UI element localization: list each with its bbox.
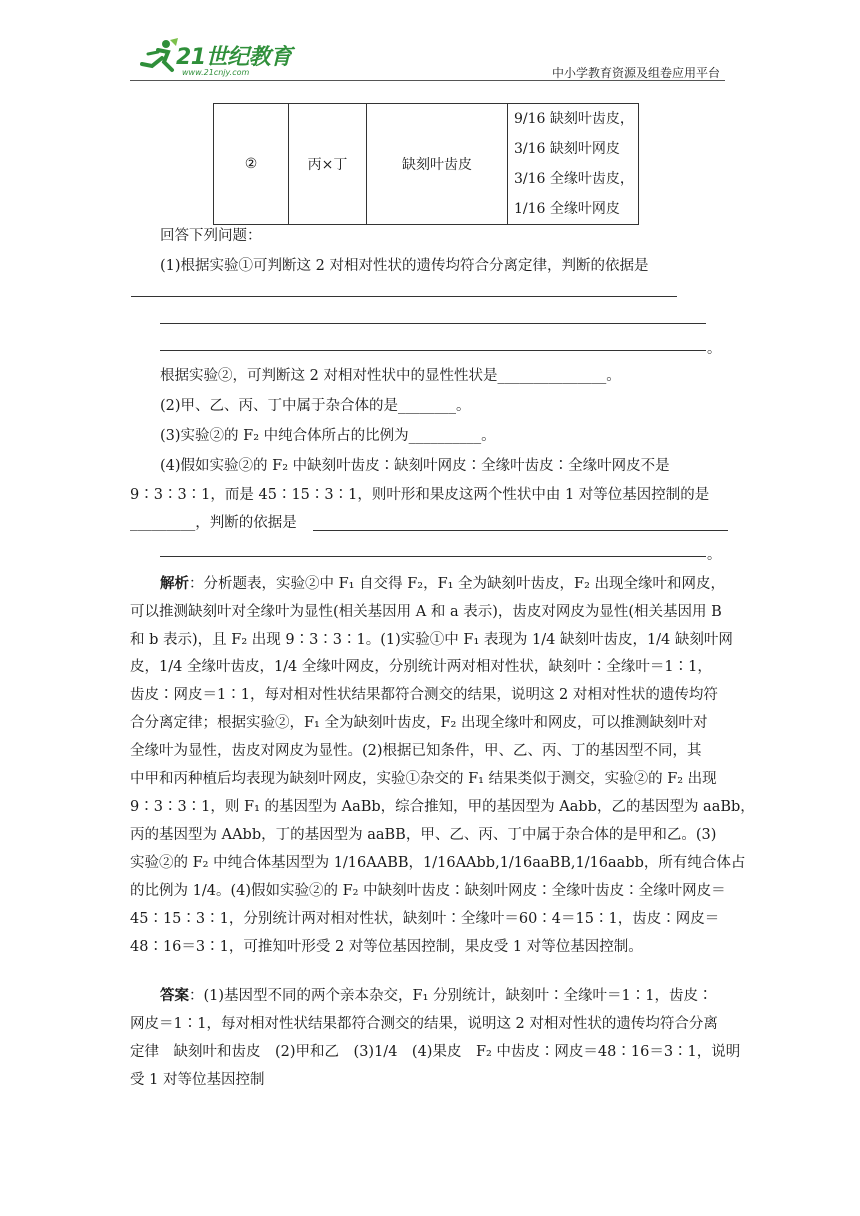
answer-line: 受 1 对等位基因控制 <box>130 1072 265 1088</box>
experiment-table <box>213 103 639 225</box>
answer-blank <box>160 350 706 351</box>
question-1b: 根据实验②，可判断这 2 对相对性状中的显性性状是_______________。 <box>160 368 621 384</box>
f2-outcome: 1/16 全缘叶网皮 <box>514 201 620 217</box>
analysis-line: 48∶16＝3∶1，可推知叶形受 2 对等位基因控制，果皮受 1 对等位基因控制。 <box>130 939 643 955</box>
question-3: (3)实验②的 F₂ 中纯合体所占的比例为__________。 <box>160 428 496 444</box>
table-cell-f1: 缺刻叶齿皮 <box>367 104 508 225</box>
analysis-line: 合分离定律；根据实验②，F₁ 全为缺刻叶齿皮，F₂ 出现全缘叶和网皮，可以推测缺刻叶对 <box>130 715 708 731</box>
analysis-line: 可以推测缺刻叶对全缘叶为显性(相关基因用 A 和 a 表示)，齿皮对网皮为显性(相关基因用 B <box>130 604 722 620</box>
runner-logo-icon <box>136 38 180 78</box>
analysis-line: 解析：分析题表，实验②中 F₁ 自交得 F₂，F₁ 全为缺刻叶齿皮，F₂ 出现全缘叶和网皮， <box>160 575 726 592</box>
answer-line: 定律 缺刻叶和齿皮 (2)甲和乙 (3)1/4 (4)果皮 F₂ 中齿皮∶网皮＝48∶16＝3∶1，说明 <box>130 1044 741 1060</box>
f2-outcome: 3/16 缺刻叶网皮 <box>514 141 620 157</box>
questions-intro: 回答下列问题： <box>160 228 262 244</box>
analysis-line: 实验②的 F₂ 中纯合体基因型为 1/16AABB，1/16AAbb,1/16aaBB,1/16aabb，所有纯合体占 <box>130 855 746 871</box>
answer-label: 答案 <box>160 987 189 1004</box>
analysis-line: 齿皮∶网皮＝1∶1，每对相对性状结果都符合测交的结果，说明这 2 对相对性状的遗传均符 <box>130 687 718 703</box>
table-cell-id: ② <box>214 104 289 225</box>
period-mark: 。 <box>707 341 721 357</box>
answer-line: 网皮＝1∶1，每对相对性状结果都符合测交的结果，说明这 2 对相对性状的遗传均符合分离 <box>130 1016 718 1032</box>
f2-outcome: 9/16 缺刻叶齿皮， <box>514 111 634 127</box>
question-4-line-1: (4)假如实验②的 F₂ 中缺刻叶齿皮∶缺刻叶网皮∶全缘叶齿皮∶全缘叶网皮不是 <box>160 458 670 474</box>
question-2: (2)甲、乙、丙、丁中属于杂合体的是________。 <box>160 398 471 414</box>
question-1: (1)根据实验①可判断这 2 对相对性状的遗传均符合分离定律，判断的依据是 <box>160 258 649 274</box>
analysis-line: 的比例为 1/4。(4)假如实验②的 F₂ 中缺刻叶齿皮∶缺刻叶网皮∶全缘叶齿皮∶全缘叶网皮＝ <box>130 883 726 899</box>
analysis-line: 中甲和丙种植后均表现为缺刻叶网皮，实验①杂交的 F₁ 结果类似于测交，实验②的 F₂ 出现 <box>130 771 717 787</box>
logo-text: 21世纪教育 <box>176 45 292 70</box>
analysis-line: 45∶15∶3∶1，分别统计两对相对性状，缺刻叶∶全缘叶＝60∶4＝15∶1，齿皮∶网皮＝ <box>130 911 720 927</box>
question-4-line-2: 9∶3∶3∶1，而是 45∶15∶3∶1，则叶形和果皮这两个性状中由 1 对等位基因控制的是 <box>130 487 710 503</box>
question-4-line-3: _________，判断的依据是 <box>130 515 297 531</box>
site-tagline: 中小学教育资源及组卷应用平台 <box>551 66 720 80</box>
logo-url: www.21cnjy.com <box>182 68 250 77</box>
answer-blank <box>313 530 728 531</box>
period-mark: 。 <box>707 547 721 563</box>
answer-blank <box>160 323 706 324</box>
table-row <box>214 104 639 225</box>
header-divider <box>130 80 725 81</box>
analysis-line: 9∶3∶3∶1，则 F₁ 的基因型为 AaBb，综合推知，甲的基因型为 Aabb，乙的基因型为 aaBb， <box>130 799 755 815</box>
analysis-line: 全缘叶为显性，齿皮对网皮为显性。(2)根据已知条件，甲、乙、丙、丁的基因型不同，其 <box>130 743 702 759</box>
analysis-line: 丙的基因型为 AAbb，丁的基因型为 aaBB，甲、乙、丙、丁中属于杂合体的是甲和乙。(3) <box>130 827 717 843</box>
answer-blank <box>160 556 706 557</box>
table-cell-cross: 丙×丁 <box>289 104 367 225</box>
page-header <box>0 0 860 90</box>
analysis-line: 皮，1/4 全缘叶齿皮，1/4 全缘叶网皮，分别统计两对相对性状，缺刻叶∶全缘叶＝1∶1， <box>130 659 712 675</box>
f2-outcome: 3/16 全缘叶齿皮， <box>514 171 634 187</box>
table-cell-f2 <box>508 104 639 225</box>
answer-blank <box>131 296 677 297</box>
answer-line: 答案：(1)基因型不同的两个亲本杂交，F₁ 分别统计，缺刻叶∶全缘叶＝1∶1，齿皮∶ <box>160 987 713 1004</box>
analysis-label: 解析 <box>160 575 189 592</box>
site-logo <box>130 38 295 80</box>
analysis-line: 和 b 表示)，且 F₂ 出现 9∶3∶3∶1。(1)实验①中 F₁ 表现为 1/4 缺刻叶齿皮，1/4 缺刻叶网 <box>130 632 733 648</box>
